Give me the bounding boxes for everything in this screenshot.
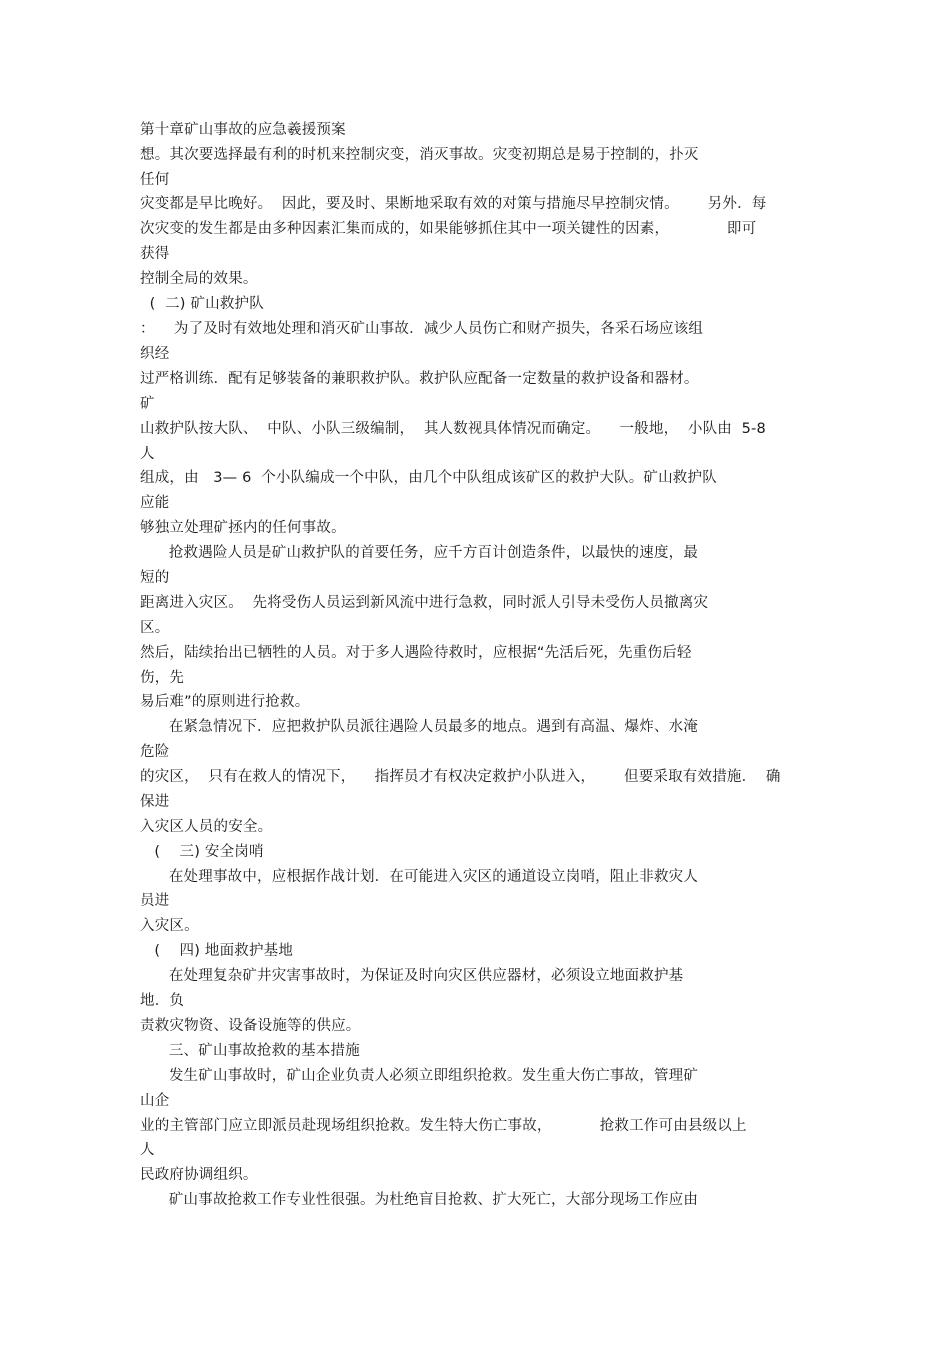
doc-line: 入灾区。 [140, 918, 199, 934]
doc-line: 责救灾物资、设备设施等的供应。 [140, 1018, 361, 1034]
doc-line: 灾变都是早比晚好。 因此，要及时、果断地采取有效的对策与措施尽早控制灾情。 另外．每 [140, 196, 767, 212]
doc-line: 矿 [140, 396, 155, 412]
doc-line: 保进 [140, 794, 170, 810]
doc-line: 的灾区， 只有在救人的情况下， 指挥员才有权决定救护小队进入， 但要采取有效措施． 确 [140, 769, 781, 785]
doc-line: 矿山事故抢救工作专业性很强。为杜绝盲目抢救、扩大死亡，大部分现场工作应由 [140, 1192, 699, 1208]
doc-line: ( 三) 安全岗哨 [140, 844, 264, 860]
doc-line: 想。其次要选择最有利的时机来控制灾变，消灭事故。灾变初期总是易于控制的，扑灭 [140, 147, 699, 163]
doc-line: 人 [140, 446, 155, 462]
doc-line: 控制全局的效果。 [140, 271, 258, 287]
doc-line: 距离进入灾区。 先将受伤人员运到新风流中进行急救，同时派人引导未受伤人员撤离灾 [140, 595, 709, 611]
doc-line: 业的主管部门应立即派员赴现场组织抢救。发生特大伤亡事故， 抢救工作可由县级以上 [140, 1118, 747, 1134]
doc-line: 获得 [140, 246, 170, 262]
doc-line: 民政府协调组织。 [140, 1167, 258, 1183]
doc-line: 人 [140, 1142, 155, 1158]
doc-line: 发生矿山事故时，矿山企业负责人必须立即组织抢救。发生重大伤亡事故，管理矿 [140, 1068, 699, 1084]
doc-line: 员进 [140, 893, 170, 909]
doc-line: 危险 [140, 744, 170, 760]
doc-line: 在处理事故中，应根据作战计划．在可能进入灾区的通道设立岗哨，阻止非救灾人 [140, 869, 699, 885]
doc-line: 短的 [140, 570, 170, 586]
doc-line: 组成，由 3— 6 个小队编成一个中队，由几个中队组成该矿区的救护大队。矿山救护队 [140, 470, 717, 486]
doc-line: ( 四) 地面救护基地 [140, 943, 294, 959]
doc-line: 够独立处理矿拯内的任何事故。 [140, 520, 346, 536]
doc-line: 然后，陆续抬出已牺牲的人员。对于多人遇险待救时，应根据“先活后死，先重伤后轻 [140, 645, 692, 661]
doc-line: 区。 [140, 620, 170, 636]
doc-line: 次灾变的发生都是由多种因素汇集而成的，如果能够抓住其中一项关键性的因素， 即可 [140, 221, 757, 237]
doc-line: ( 二) 矿山救护队 [140, 296, 264, 312]
doc-line: 山救护队按大队、 中队、小队三级编制， 其人数视具体情况而确定。 一般地， 小队由 5-8 [140, 421, 766, 437]
doc-line: 应能 [140, 495, 170, 511]
doc-line: ： 为了及时有效地处理和消灭矿山事故．减少人员伤亡和财产损失，各采石场应该组 [140, 321, 704, 337]
doc-line: 山企 [140, 1093, 170, 1109]
doc-line: 织经 [140, 346, 170, 362]
doc-line: 入灾区人员的安全。 [140, 819, 273, 835]
doc-line: 抢救遇险人员是矿山救护队的首要任务，应千方百计创造条件，以最快的速度，最 [140, 545, 699, 561]
doc-line: 在紧急情况下．应把救护队员派往遇险人员最多的地点。遇到有高温、爆炸、水淹 [140, 719, 699, 735]
doc-line: 地．负 [140, 993, 185, 1009]
doc-line: 三、矿山事故抢救的基本措施 [140, 1043, 360, 1059]
doc-line: 第十章矿山事故的应急羲援预案 [140, 122, 346, 138]
doc-line: 任何 [140, 172, 170, 188]
doc-line: 在处理复杂矿井灾害事故时，为保证及时向灾区供应器材，必须设立地面救护基 [140, 968, 684, 984]
doc-line: 过严格训练．配有足够装备的兼职救护队。救护队应配备一定数量的救护设备和器材。 [140, 371, 699, 387]
doc-line: 伤，先 [140, 670, 185, 686]
doc-line: 易后难”的原则进行抢救。 [140, 694, 310, 710]
